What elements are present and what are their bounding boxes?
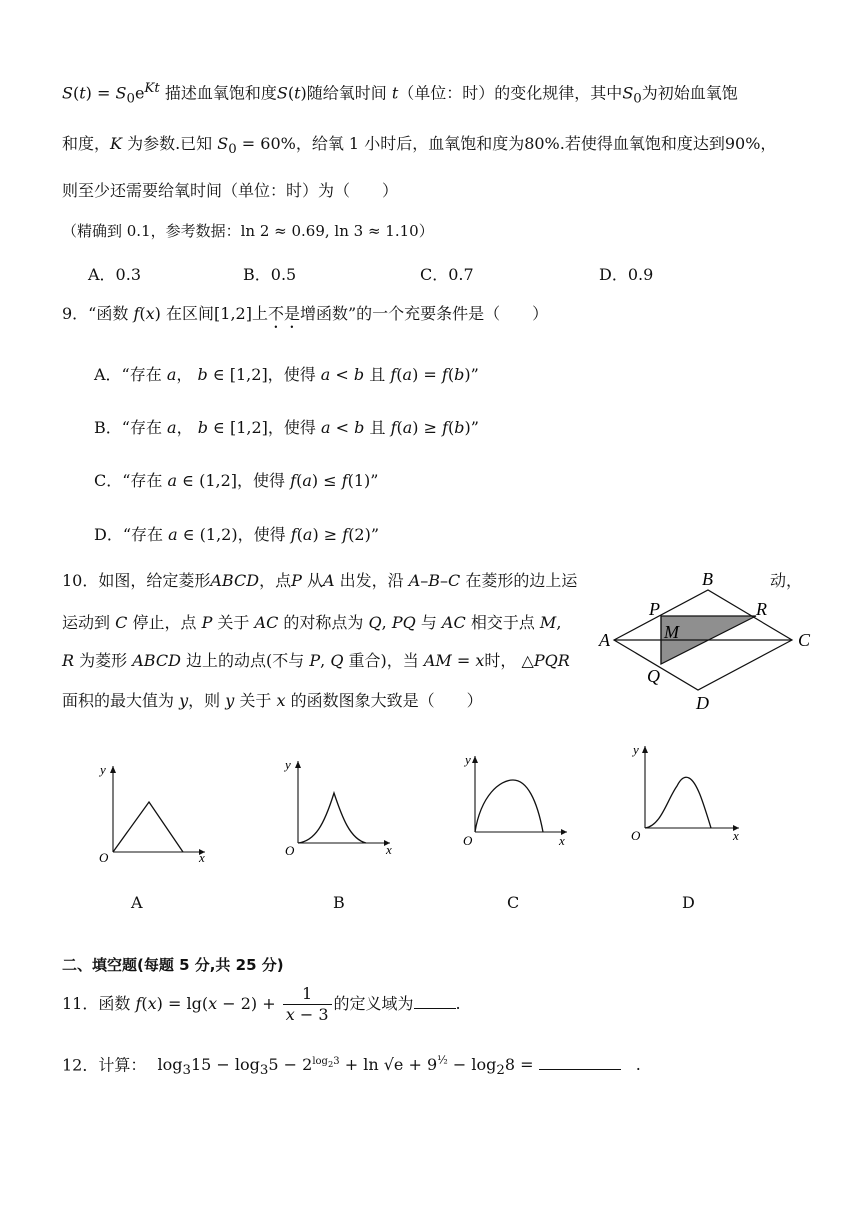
label-q: Q (647, 666, 660, 686)
svg-text:y: y (633, 742, 639, 757)
svg-text:O: O (463, 833, 473, 848)
svg-text:O: O (285, 843, 295, 858)
q9-stem: 9．“函数 f(x) 在区间[1,2]上不是增函数”的一个充要条件是（ ） (62, 304, 549, 323)
graph-b[interactable] (280, 755, 405, 863)
svg-text:x: x (199, 850, 205, 865)
label-p: P (649, 599, 660, 619)
q9-option-b[interactable]: B．“存在 a， b ∈ [1,2]，使得 a < b 且 f(a) ≥ f(b)” (94, 418, 479, 437)
q10-line3: R 为菱形 ABCD 边上的动点(不与 P, Q 重合)，当 AM = x时， △PQR (62, 651, 570, 670)
label-m: M (664, 622, 679, 642)
q8-option-a[interactable]: A．0.3 (88, 265, 142, 284)
label-c: C (798, 630, 811, 650)
q11: 11．函数 f(x) = lg(x − 2) + $\frac{1}{x - 3}$ 的定义域为 . (62, 984, 461, 1024)
svg-text:y: y (285, 757, 291, 772)
q8-option-c[interactable]: C．0.7 (420, 265, 474, 284)
q11-answer-blank[interactable] (414, 1008, 456, 1009)
label-d: D (696, 693, 709, 713)
svg-text:O: O (99, 850, 109, 865)
q12-answer-blank[interactable] (539, 1069, 621, 1070)
graph-label-b[interactable]: B (333, 893, 345, 912)
graph-label-c[interactable]: C (507, 893, 520, 912)
q11-fraction: $\frac{1}{x - 3}$ (283, 984, 332, 1025)
q10-line1-end: 动， (770, 571, 803, 590)
q8-option-d[interactable]: D．0.9 (599, 265, 654, 284)
svg-text:x: x (559, 833, 565, 848)
q8-line2: 和度，K 为参数.已知 $S_0 = 60\%$，给氧 1 小时后，血氧饱和度为80%.若使得血氧饱和度达到90%， (62, 134, 777, 158)
q8-option-b[interactable]: B．0.5 (243, 265, 297, 284)
rhombus-figure (596, 566, 826, 714)
svg-text:x: x (733, 828, 739, 843)
svg-text:x: x (386, 842, 392, 857)
graph-label-a[interactable]: A (131, 893, 143, 912)
label-a: A (599, 630, 610, 650)
svg-text:O: O (631, 828, 641, 843)
graph-c[interactable] (455, 750, 580, 855)
graph-label-d[interactable]: D (682, 893, 695, 912)
graph-a[interactable] (95, 758, 220, 866)
q9-option-c[interactable]: C．“存在 a ∈ (1,2]，使得 f(a) ≤ f(1)” (94, 471, 379, 490)
section-title: 二、填空题(每题 5 分,共 25 分) (62, 956, 284, 974)
svg-text:y: y (100, 762, 106, 777)
svg-text:y: y (465, 752, 471, 767)
graph-d[interactable] (625, 740, 750, 848)
label-b: B (702, 569, 713, 589)
q8-line4: （精确到 0.1，参考数据：ln 2 ≈ 0.69, ln 3 ≈ 1.10） (62, 222, 434, 240)
q10-line4: 面积的最大值为 y，则 y 关于 x 的函数图象大致是（ ） (62, 691, 483, 710)
q8-line1: $S(t) = S_0e^{Kt}$ 描述血氧饱和度S(t)随给氧时间 t（单位：时）的变化规律，其中$S_0$为初始血氧饱 (62, 81, 738, 107)
q9-option-d[interactable]: D．“存在 a ∈ (1,2)，使得 f(a) ≥ f(2)” (94, 525, 380, 544)
label-r: R (756, 599, 767, 619)
q10-line2: 运动到 C 停止，点 P 关于 AC 的对称点为 Q, PQ 与 AC 相交于点 M, (62, 613, 562, 632)
q12: 12．计算： $\log_315 - \log_35 - 2^{log_23} + \ln √e + 9^{\frac{1}{2}} - \log_28$ = . (62, 1054, 641, 1079)
q9-option-a[interactable]: A．“存在 a， b ∈ [1,2]，使得 a < b 且 f(a) = f(b)” (94, 365, 479, 384)
q8-line3: 则至少还需要给氧时间（单位：时）为（ ） (62, 181, 399, 200)
q10-line1: 10．如图，给定菱形ABCD，点P 从A 出发，沿 A–B–C 在菱形的边上运 (62, 571, 578, 590)
